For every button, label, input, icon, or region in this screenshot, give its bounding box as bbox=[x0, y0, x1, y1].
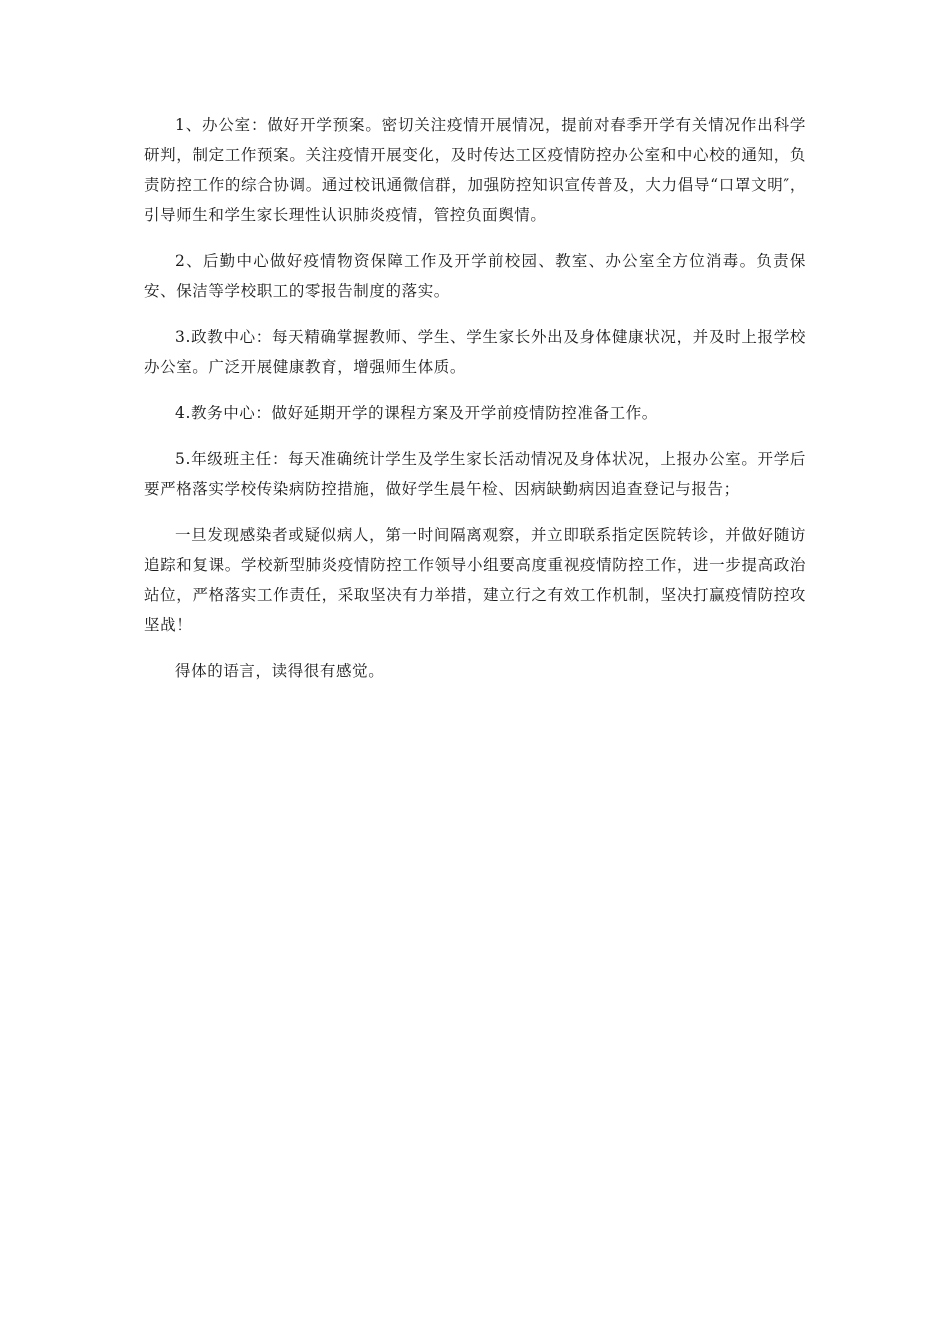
document-body bbox=[144, 110, 806, 702]
paragraph-political-education: 3.政教中心：每天精确掌握教师、学生、学生家长外出及身体健康状况，并及时上报学校办公室。广泛开展健康教育，增强师生体质。 bbox=[144, 328, 806, 376]
paragraph-closing-remark: 得体的语言，读得很有感觉。 bbox=[175, 662, 385, 680]
paragraph-office: 1、办公室：做好开学预案。密切关注疫情开展情况，提前对春季开学有关情况作出科学研判，制定工作预案。关注疫情开展变化，及时传达工区疫情防控办公室和中心校的通知，负责防控工作的综合协调。通过校讯通微信群，加强防控知识宣传普及，大力倡导“口罩文明″，引导师生和学生家长理性认识肺炎疫情，管控负面舆情。 bbox=[144, 116, 806, 224]
paragraph-class-teachers: 5.年级班主任：每天准确统计学生及学生家长活动情况及身体状况，上报办公室。开学后要严格落实学校传染病防控措施，做好学生晨午检、因病缺勤病因追查登记与报告； bbox=[144, 450, 806, 498]
paragraph-emergency-response: 一旦发现感染者或疑似病人，第一时间隔离观察，并立即联系指定医院转诊，并做好随访追踪和复课。学校新型肺炎疫情防控工作领导小组要高度重视疫情防控工作，进一步提高政治站位，严格落实工作责任，采取坚决有力举措，建立行之有效工作机制，坚决打赢疫情防控攻坚战！ bbox=[144, 526, 806, 634]
paragraph-academic-affairs: 4.教务中心：做好延期开学的课程方案及开学前疫情防控准备工作。 bbox=[175, 404, 658, 422]
paragraph-logistics: 2、后勤中心做好疫情物资保障工作及开学前校园、教室、办公室全方位消毒。负责保安、保洁等学校职工的零报告制度的落实。 bbox=[144, 252, 806, 300]
